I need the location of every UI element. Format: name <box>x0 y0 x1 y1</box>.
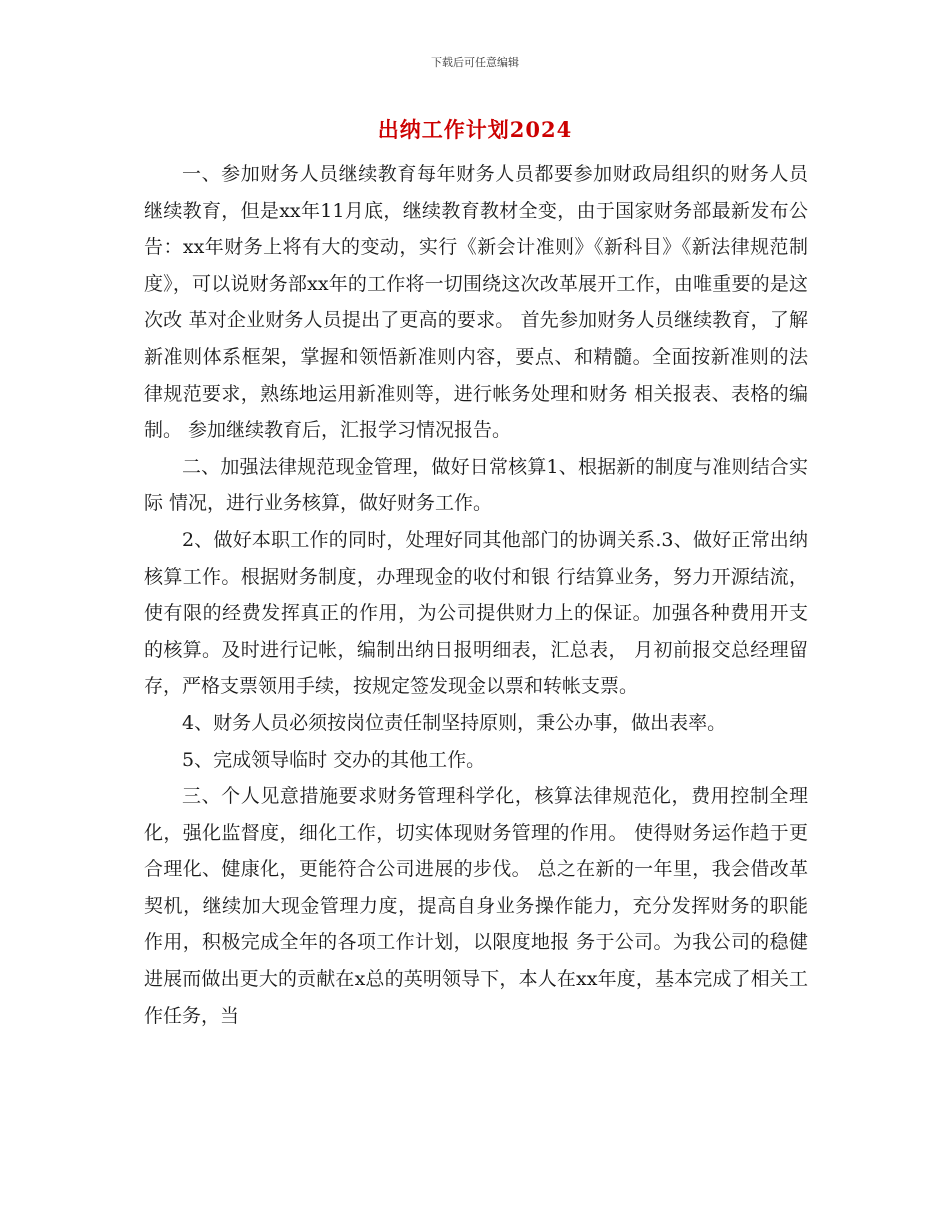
paragraph: 5、完成领导临时 交办的其他工作。 <box>182 748 486 771</box>
paragraph: 三、个人见意措施要求财务管理科学化，核算法律规范化，费用控制全理化，强化监督度，细化工作，切实体现财务管理的作用。 使得财务运作趋于更合理化、健康化，更能符合公司进展的步伐。 总之在新的一年里，我会借改革契机，继续加大现金管理力度，提高自身业务操作能力，充分发挥财务的职能作用，积极完成全年的各项工作计划，以限度地报 务于公司。为我公司的稳健进展而做出更大的贡献在x总的英明领导下，本人在xx年度，基本完成了相关工作任务，当 <box>144 785 808 1027</box>
document-body <box>144 156 808 1034</box>
paragraph: 二、加强法律规范现金管理，做好日常核算1、根据新的制度与准则结合实际 情况，进行业务核算，做好财务工作。 <box>144 455 808 515</box>
paragraph: 2、做好本职工作的同时，处理好同其他部门的协调关系.3、做好正常出纳核算工作。根据财务制度，办理现金的收付和银 行结算业务，努力开源结流，使有限的经费发挥真正的作用，为公司提供财力上的保证。加强各种费用开支的核算。及时进行记帐，编制出纳日报明细表，汇总表， 月初前报交总经理留存，严格支票领用手续，按规定签发现金以票和转帐支票。 <box>144 528 808 698</box>
page-title: 出纳工作计划2024 <box>377 117 573 142</box>
paragraph: 一、参加财务人员继续教育每年财务人员都要参加财政局组织的财务人员继续教育，但是xx年11月底，继续教育教材全变，由于国家财务部最新发布公 告：xx年财务上将有大的变动，实行《新会计准则》《新科目》《新法律规范制度》，可以说财务部xx年的工作将一切围绕这次改革展开工作，由唯重要的是这次改 革对企业财务人员提出了更高的要求。 首先参加财务人员继续教育，了解新准则体系框架，掌握和领悟新准则内容，要点、和精髓。全面按新准则的法律规范要求，熟练地运用新准则等，进行帐务处理和财务 相关报表、表格的编制。 参加继续教育后，汇报学习情况报告。 <box>144 163 808 442</box>
header-note: 下载后可任意编辑 <box>431 56 519 69</box>
paragraph: 4、财务人员必须按岗位责任制坚持原则，秉公办事，做出表率。 <box>182 711 727 734</box>
